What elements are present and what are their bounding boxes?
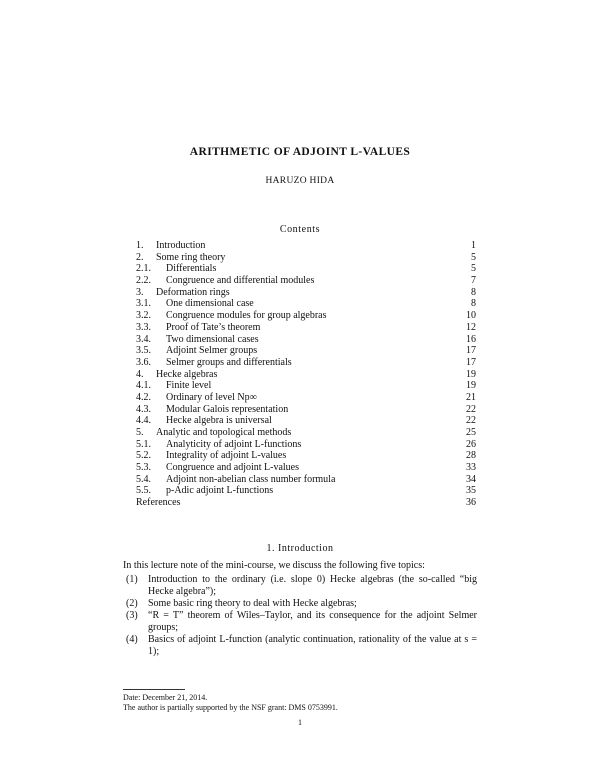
toc-entry-page: 28 <box>466 450 476 462</box>
toc-entry-title <box>136 462 299 474</box>
toc-entry-page: 1 <box>471 240 476 251</box>
toc-entry <box>136 415 476 427</box>
toc-entry-page: 36 <box>466 497 476 509</box>
toc-entry <box>136 369 476 381</box>
toc-entry-title <box>136 275 314 287</box>
toc-entry <box>136 380 476 392</box>
toc-entry <box>136 357 476 369</box>
toc-entry-label: Deformation rings <box>156 286 230 298</box>
toc-entry-number: 5.2. <box>136 450 151 462</box>
toc-entry-title <box>136 298 254 310</box>
toc-entry <box>136 334 476 346</box>
toc-entry <box>136 240 476 252</box>
toc-entry-label: p-Adic adjoint L-functions <box>166 485 274 497</box>
toc-entry <box>136 497 476 509</box>
toc-entry <box>136 252 476 264</box>
author-name: HARUZO HIDA <box>265 176 335 186</box>
toc-entry <box>136 310 476 322</box>
footnote-rule <box>123 689 185 690</box>
toc-entry-title <box>136 322 260 334</box>
toc-entry <box>136 263 476 275</box>
toc-entry-number: 4. <box>136 368 144 380</box>
toc-entry-label: Analytic and topological methods <box>156 427 292 438</box>
toc-entry-label: Ordinary of level Np∞ <box>166 391 257 403</box>
toc-entry-page: 7 <box>471 275 476 287</box>
toc-entry-label: Hecke algebras <box>156 368 218 380</box>
toc-entry-number: 4.3. <box>136 403 151 415</box>
toc-entry <box>136 287 476 299</box>
toc-entry-label: Congruence and adjoint L-values <box>166 462 300 474</box>
toc-entry-title <box>136 263 216 275</box>
toc-entry-title <box>136 497 180 509</box>
toc-entry-label: Adjoint Selmer groups <box>166 345 258 357</box>
toc-entry-number: 3.6. <box>136 356 151 368</box>
toc-entry-label: References <box>136 497 181 509</box>
toc-entry-number: 3.5. <box>136 345 151 357</box>
toc-entry-page: 8 <box>471 298 476 310</box>
toc-entry-number: 3.3. <box>136 321 151 333</box>
toc-entry-page: 8 <box>471 286 476 298</box>
toc-entry-label: Differentials <box>166 263 217 275</box>
toc-entry-page: 35 <box>466 485 476 497</box>
introduction-body <box>123 560 477 658</box>
toc-entry-label: Integrality of adjoint L-values <box>166 450 287 462</box>
toc-entry-label: Modular Galois representation <box>166 403 289 415</box>
topic-text: Introduction to the ordinary (i.e. slope 0) Hecke algebras (the so-called “big Hecke algebra”); <box>148 574 477 597</box>
topic-item <box>123 598 477 610</box>
toc-entry-label: Two dimensional cases <box>166 333 259 345</box>
toc-entry-number: 5.5. <box>136 485 151 497</box>
toc-entry-number: 2.2. <box>136 275 151 287</box>
intro-paragraph: In this lecture note of the mini-course, we discuss the following five topics: <box>123 560 425 571</box>
toc-entry-label: One dimensional case <box>166 298 254 310</box>
toc-entry-number: 5.3. <box>136 462 151 474</box>
table-of-contents <box>136 240 476 509</box>
toc-entry-label: Adjoint non-abelian class number formula <box>166 473 336 485</box>
toc-entry-label: Congruence modules for group algebras <box>166 310 327 322</box>
topic-marker: (4) <box>126 634 138 645</box>
footnote-date: Date: December 21, 2014. <box>123 693 208 702</box>
toc-entry-page: 5 <box>471 251 476 263</box>
topic-text: Basics of adjoint L-function (analytic continuation, rationality of the value at s = 1); <box>148 634 477 657</box>
toc-entry-title <box>136 252 225 264</box>
toc-heading: Contents <box>279 224 321 235</box>
toc-entry <box>136 392 476 404</box>
toc-entry-title <box>136 345 257 357</box>
toc-entry-page: 12 <box>466 321 476 333</box>
toc-entry-page: 22 <box>466 415 476 427</box>
toc-entry-page: 33 <box>466 462 476 474</box>
toc-entry-title <box>136 427 291 439</box>
toc-entry-title <box>136 439 301 451</box>
topic-item <box>123 634 477 658</box>
toc-entry-number: 4.4. <box>136 415 151 427</box>
toc-entry-page: 19 <box>466 368 476 380</box>
toc-entry-label: Selmer groups and differentials <box>166 356 292 368</box>
toc-entry <box>136 427 476 439</box>
toc-entry <box>136 345 476 357</box>
toc-entry-title <box>136 415 272 427</box>
topic-item <box>123 610 477 634</box>
toc-entry-number: 3.4. <box>136 333 151 345</box>
toc-entry-title <box>136 404 288 416</box>
topic-text: Some basic ring theory to deal with Hecke algebras; <box>148 598 357 609</box>
toc-entry-title <box>136 310 327 322</box>
toc-entry-page: 10 <box>466 310 476 322</box>
topic-text: “R = T” theorem of Wiles–Taylor, and its consequence for the adjoint Selmer groups; <box>148 610 477 633</box>
toc-entry-title <box>136 392 257 404</box>
footnote-support: The author is partially supported by the NSF grant: DMS 0753991. <box>123 703 338 712</box>
toc-entry <box>136 322 476 334</box>
toc-entry-title <box>136 474 335 486</box>
toc-entry-page: 5 <box>471 263 476 275</box>
footnotes <box>123 693 477 713</box>
toc-entry <box>136 298 476 310</box>
toc-entry-number: 3.1. <box>136 298 151 310</box>
toc-entry-label: Analyticity of adjoint L-functions <box>166 438 302 450</box>
toc-entry-title <box>136 485 273 497</box>
toc-entry-label: Some ring theory <box>156 251 226 263</box>
topic-marker: (2) <box>126 598 138 609</box>
toc-entry-number: 5.1. <box>136 438 151 450</box>
topic-list <box>123 574 477 658</box>
toc-entry-title <box>136 240 205 252</box>
page-number: 1 <box>298 718 302 727</box>
toc-entry-title <box>136 357 292 369</box>
toc-entry-label: Congruence and differential modules <box>166 275 315 287</box>
topic-marker: (1) <box>126 574 138 585</box>
toc-entry-page: 26 <box>466 438 476 450</box>
toc-entry-label: Introduction <box>156 240 206 251</box>
toc-entry-label: Hecke algebra is universal <box>166 415 272 427</box>
toc-entry-page: 16 <box>466 333 476 345</box>
toc-entry <box>136 485 476 497</box>
toc-entry <box>136 474 476 486</box>
toc-entry-page: 19 <box>466 380 476 392</box>
toc-entry-page: 25 <box>466 427 476 438</box>
toc-entry-number: 5.4. <box>136 473 151 485</box>
toc-entry-title <box>136 369 217 381</box>
toc-entry <box>136 462 476 474</box>
toc-entry-title <box>136 334 259 346</box>
toc-entry <box>136 439 476 451</box>
toc-entry-number: 4.2. <box>136 391 151 403</box>
toc-entry-number: 3. <box>136 286 144 298</box>
toc-entry-page: 34 <box>466 473 476 485</box>
toc-entry <box>136 450 476 462</box>
topic-marker: (3) <box>126 610 138 621</box>
toc-entry <box>136 275 476 287</box>
toc-entry-number: 4.1. <box>136 380 151 392</box>
toc-entry-title <box>136 450 286 462</box>
toc-entry-number: 2.1. <box>136 263 151 275</box>
toc-entry-label: Proof of Tate’s theorem <box>166 321 261 333</box>
toc-entry <box>136 404 476 416</box>
toc-entry-number: 2. <box>136 251 144 263</box>
section-heading-introduction: 1. Introduction <box>266 543 334 554</box>
toc-entry-title <box>136 287 230 299</box>
toc-entry-label: Finite level <box>166 380 212 392</box>
topic-item <box>123 574 477 598</box>
toc-entry-number: 3.2. <box>136 310 151 322</box>
toc-entry-number: 1. <box>136 240 144 251</box>
toc-entry-page: 17 <box>466 345 476 357</box>
toc-entry-number: 5. <box>136 427 144 438</box>
paper-title: ARITHMETIC OF ADJOINT L-VALUES <box>189 146 411 158</box>
toc-entry-page: 22 <box>466 403 476 415</box>
toc-entry-page: 17 <box>466 356 476 368</box>
toc-entry-page: 21 <box>466 391 476 403</box>
toc-entry-title <box>136 380 211 392</box>
